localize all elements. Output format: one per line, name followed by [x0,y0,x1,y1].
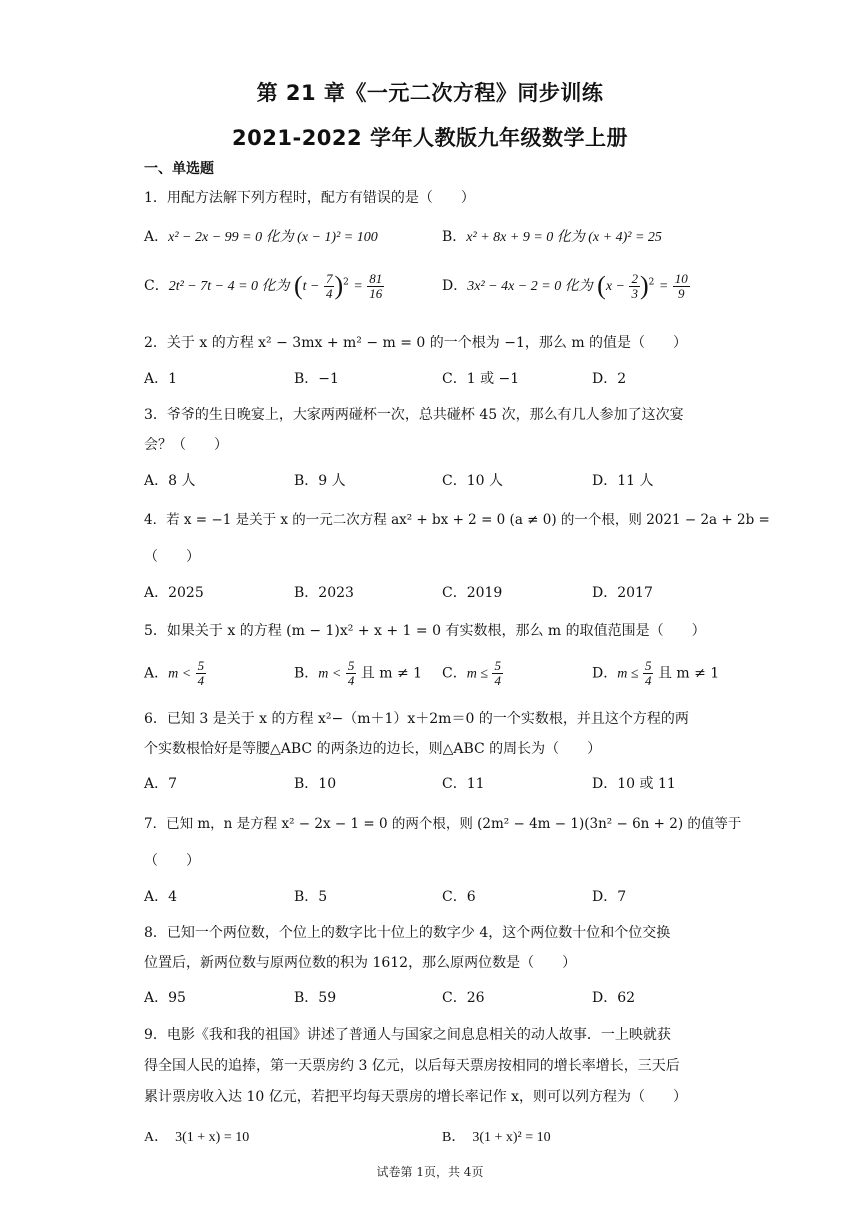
question-3-option-c: C．10 人 [442,473,503,489]
question-8-stem-line-1: 8．已知一个两位数，个位上的数字比十位上的数字少 4，这个两位数十位和个位交换 [144,925,671,941]
question-9-stem-line-3: 累计票房收入达 10 亿元，若把平均每天票房的增长率记作 x，则可以列方程为（ ） [144,1089,688,1105]
question-6-stem-line-2: 个实数根恰好是等腰△ABC 的两条边的边长，则△ABC 的周长为（ ） [144,741,602,757]
question-7-option-b: B．5 [294,889,328,905]
question-7-option-a: A．4 [144,889,178,905]
document-subtitle: 2021-2022 学年人教版九年级数学上册 [232,126,628,150]
question-3-stem-line-2: 会？（ ） [144,437,228,453]
question-3-option-b: B．9 人 [294,473,346,489]
question-6-option-b: B．10 [294,776,337,792]
document-title: 第 21 章《一元二次方程》同步训练 [256,81,604,105]
question-1-option-b: B．x² + 8x + 9 = 0 化为 (x + 4)² = 25 [442,229,662,245]
question-2-option-c: C．1 或 −1 [442,371,520,387]
question-6-option-c: C．11 [442,776,485,792]
question-6-stem-line-1: 6．已知 3 是关于 x 的方程 x²−（m＋1）x＋2m＝0 的一个实数根，并且这个方程的两 [144,711,689,727]
question-5-option-c: C．m ≤ $\frac{5}{4}$ [442,658,501,688]
question-2-option-a: A．1 [144,371,178,387]
question-4-stem-line-2: （ ） [144,549,200,565]
question-2-option-d: D．2 [592,371,627,387]
page-footer: 试卷第 1页，共 4页 [376,1165,484,1179]
question-9-option-a: A． 3(1 + x) = 10 [144,1130,250,1145]
question-7-stem-line-2: （ ） [144,853,200,869]
question-1-stem: 1．用配方法解下列方程时，配方有错误的是（ ） [144,190,475,206]
question-9-stem-line-1: 9．电影《我和我的祖国》讲述了普通人与国家之间息息相关的动人故事．一上映就获 [144,1027,671,1043]
question-3-option-a: A．8 人 [144,473,196,489]
question-1-option-c: C．2t² − 7t − 4 = 0 化为 (t − $\frac{7}{4}$ )$^2$ = $\frac{81}{16}$ [144,270,383,301]
question-5-option-a: A．m < $\frac{5}{4}$ [144,658,205,688]
question-6-option-a: A．7 [144,776,178,792]
question-2-option-b: B．−1 [294,371,339,387]
question-1-option-a: A．x² − 2x − 99 = 0 化为 (x − 1)² = 100 [144,229,378,245]
question-4-stem-line-1: 4．若 x = −1 是关于 x 的一元二次方程 ax² + bx + 2 = 0 (a ≠ 0) 的一个根，则 2021 − 2a + 2b = [144,512,770,528]
question-5-option-d: D．m ≤ $\frac{5}{4}$ 且 m ≠ 1 [592,658,720,688]
question-4-option-a: A．2025 [144,585,204,601]
question-2-stem: 2．关于 x 的方程 x² − 3mx + m² − m = 0 的一个根为 −1，那么 m 的值是（ ） [144,335,688,351]
question-8-option-c: C．26 [442,990,485,1006]
question-6-option-d: D．10 或 11 [592,776,676,792]
question-9-stem-line-2: 得全国人民的追捧，第一天票房约 3 亿元，以后每天票房按相同的增长率增长，三天后 [144,1058,680,1074]
question-9-option-b: B． 3(1 + x)² = 10 [442,1130,551,1145]
question-3-option-d: D．11 人 [592,473,654,489]
question-4-option-c: C．2019 [442,585,503,601]
question-4-option-d: D．2017 [592,585,653,601]
section-heading: 一、单选题 [144,161,214,177]
question-8-option-b: B．59 [294,990,337,1006]
question-7-option-d: D．7 [592,889,627,905]
question-7-option-c: C．6 [442,889,476,905]
question-4-option-b: B．2023 [294,585,354,601]
question-8-option-a: A．95 [144,990,186,1006]
question-1-option-d: D．3x² − 4x − 2 = 0 化为 (x − $\frac{2}{3}$ )$^2$ = $\frac{10}{9}$ [442,270,688,301]
question-5-stem: 5．如果关于 x 的方程 (m − 1)x² + x + 1 = 0 有实数根，那么 m 的取值范围是（ ） [144,623,706,639]
question-8-stem-line-2: 位置后，新两位数与原两位数的积为 1612，那么原两位数是（ ） [144,955,577,971]
question-5-option-b: B．m < $\frac{5}{4}$ 且 m ≠ 1 [294,658,423,688]
question-3-stem-line-1: 3．爷爷的生日晚宴上，大家两两碰杯一次，总共碰杯 45 次，那么有几人参加了这次宴 [144,407,684,423]
question-8-option-d: D．62 [592,990,636,1006]
question-7-stem-line-1: 7．已知 m，n 是方程 x² − 2x − 1 = 0 的两个根，则 (2m² − 4m − 1)(3n² − 6n + 2) 的值等于 [144,816,742,832]
